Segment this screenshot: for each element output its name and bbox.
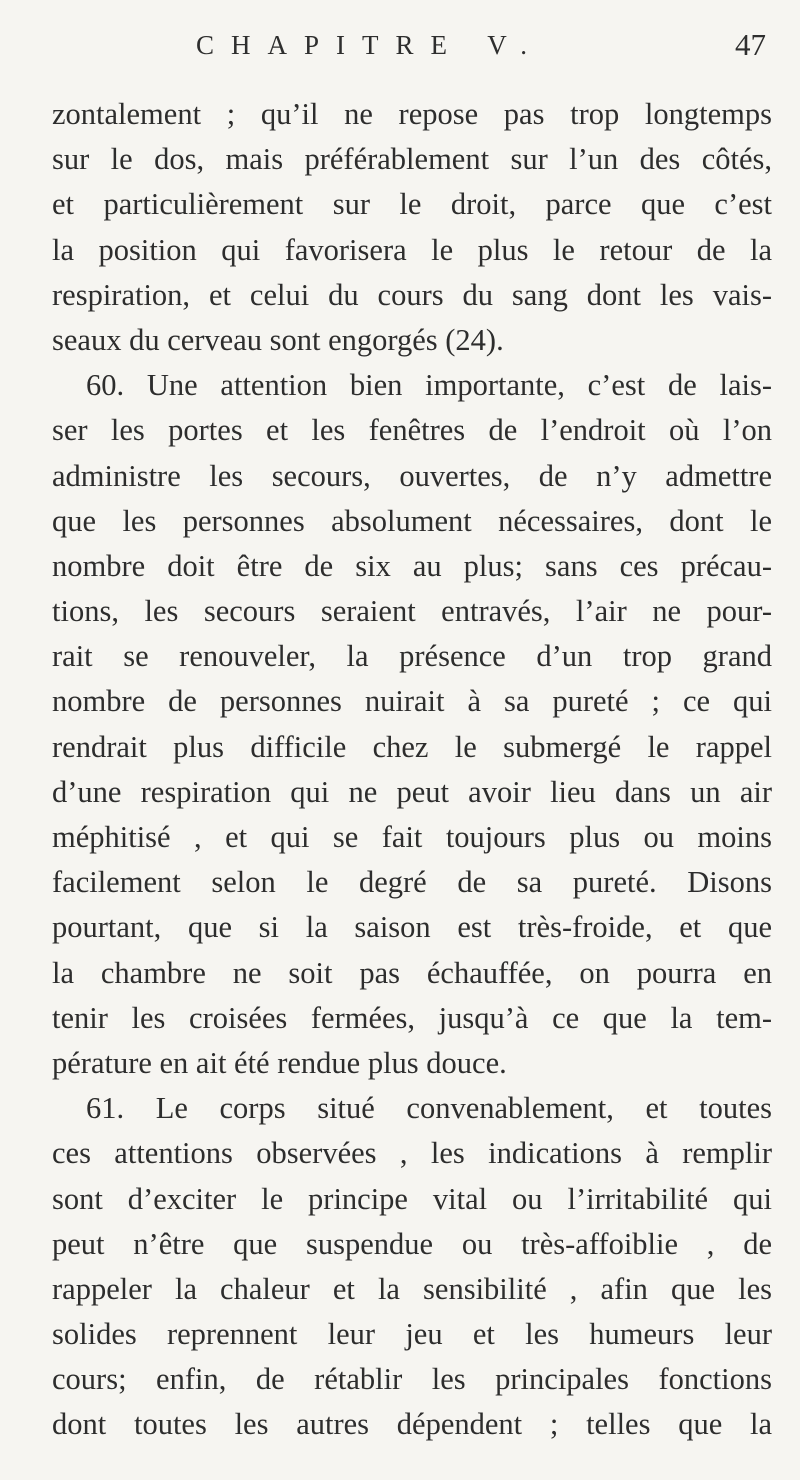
text-line: la position qui favorisera le plus le retour de la bbox=[52, 232, 772, 267]
running-head bbox=[196, 20, 766, 70]
text-line: pourtant, que si la saison est très-froide, et que bbox=[52, 910, 772, 945]
text-line: la chambre ne soit pas échauffée, on pourra en bbox=[52, 955, 772, 990]
text-line: rendrait plus difficile chez le submergé le rappel bbox=[52, 729, 772, 764]
text-line: seaux du cerveau sont engorgés (24). bbox=[52, 322, 504, 357]
text-line: peut n’être que suspendue ou très-affoiblie , de bbox=[52, 1226, 772, 1261]
text-line: zontalement ; qu’il ne repose pas trop longtemps bbox=[52, 97, 772, 131]
body-text bbox=[52, 92, 772, 1448]
paragraph-61-start: 61. Le corps situé convenablement, et toutes bbox=[86, 1091, 772, 1126]
text-line: ser les portes et les fenêtres de l’endroit où l’on bbox=[52, 413, 772, 448]
text-line: administre les secours, ouvertes, de n’y admettre bbox=[52, 458, 772, 493]
text-line: ces attentions observées , les indications à remplir bbox=[52, 1136, 772, 1171]
text-line: que les personnes absolument nécessaires, dont le bbox=[52, 503, 772, 538]
text-line: sur le dos, mais préférablement sur l’un des côtés, bbox=[52, 142, 772, 177]
text-line: rait se renouveler, la présence d’un trop grand bbox=[52, 639, 772, 674]
text-line: d’une respiration qui ne peut avoir lieu dans un air bbox=[52, 774, 772, 809]
page-number: 47 bbox=[735, 27, 766, 62]
text-line: facilement selon le degré de sa pureté. Disons bbox=[52, 865, 772, 900]
text-line: respiration, et celui du cours du sang dont les vais- bbox=[52, 277, 772, 312]
chapter-title: CHAPITRE V. bbox=[196, 29, 545, 60]
text-line: et particulièrement sur le droit, parce que c’est bbox=[52, 187, 772, 222]
text-line: méphitisé , et qui se fait toujours plus ou moins bbox=[52, 820, 772, 854]
text-line: tenir les croisées fermées, jusqu’à ce que la tem- bbox=[52, 1000, 772, 1035]
text-line: nombre de personnes nuirait à sa pureté ; ce qui bbox=[52, 684, 772, 719]
text-line: tions, les secours seraient entravés, l’air ne pour- bbox=[52, 594, 772, 629]
text-line: nombre doit être de six au plus; sans ces précau- bbox=[52, 548, 772, 583]
text-line: pérature en ait été rendue plus douce. bbox=[52, 1045, 507, 1080]
text-line: cours; enfin, de rétablir les principales fonctions bbox=[52, 1362, 772, 1397]
text-line: sont d’exciter le principe vital ou l’irritabilité qui bbox=[52, 1181, 772, 1216]
text-line: dont toutes les autres dépendent ; telles que la bbox=[52, 1407, 772, 1442]
text-line: rappeler la chaleur et la sensibilité , afin que les bbox=[52, 1271, 772, 1306]
text-line: solides reprennent leur jeu et les humeurs leur bbox=[52, 1317, 772, 1352]
paragraph-60-start: 60. Une attention bien importante, c’est de lais- bbox=[86, 368, 772, 403]
